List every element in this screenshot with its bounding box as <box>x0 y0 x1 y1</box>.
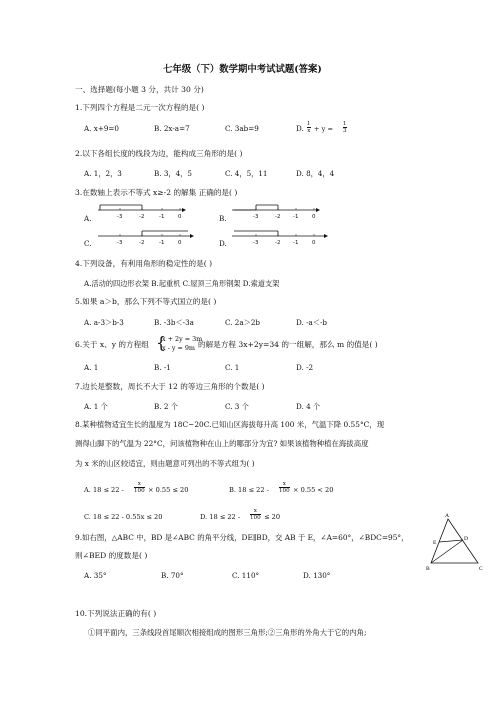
tick-label: -1 <box>293 240 299 246</box>
question-9-line-2: 则∠BED 的度数是( ) <box>75 551 148 560</box>
fraction-denominator: 100 <box>250 515 261 521</box>
q1-option-a: A. x+9=0 <box>84 124 120 133</box>
q8-option-a-post: × 0.55 ≤ 20 <box>148 486 189 494</box>
tick-label: -1 <box>293 214 299 220</box>
tick-label: 0 <box>178 214 182 220</box>
q3-number-line-c <box>96 227 196 247</box>
q8-option-b-pre: B. 18 ≤ 22 - <box>229 486 269 494</box>
tick-label: -1 <box>159 214 165 220</box>
q8-option-b-fraction <box>279 481 290 494</box>
q1-option-d-fraction <box>307 121 311 134</box>
q2-option-a: A. 1，2，3 <box>84 169 122 178</box>
fraction-denominator: 3 <box>343 128 347 134</box>
q6-option-c: C. 1 <box>225 363 240 372</box>
q6-option-d: D. -2 <box>296 363 314 372</box>
q8-option-c: C. 18 ≤ 22 - 0.55x ≤ 20 <box>84 513 163 521</box>
question-6-stem-pre: 6.关于 x、y 的方程组 <box>75 340 149 349</box>
fraction-numerator: x <box>253 508 257 514</box>
question-1-stem: 1.下列四个方程是二元一次方程的是( ) <box>75 103 205 112</box>
page-title: 七年级（下）数学期中考试试题(答案) <box>163 64 322 75</box>
q2-option-b: B. 3，4，5 <box>154 169 192 178</box>
question-8-line-1: 8.某种植物适宜生长的温度为 18C~20C.已知山区海拔每升高 100 米，气温下降 0.55°C，现 <box>75 420 385 429</box>
tick-label: 0 <box>178 240 182 246</box>
q8-option-a-fraction <box>134 481 145 494</box>
tick-label: -2 <box>275 214 281 220</box>
q8-option-d-fraction <box>250 508 261 521</box>
q9-option-b: B. 70° <box>161 571 184 580</box>
q8-option-a-pre: A. 18 ≤ 22 - <box>84 486 124 494</box>
question-6-stem-post: 的解是方程 3x+2y=34 的一组解，那么 m 的值是( ) <box>198 340 378 349</box>
q3-option-a-label: A. <box>84 214 92 223</box>
q3-option-b-label: B. <box>219 214 227 223</box>
fraction-numerator: 1 <box>307 121 311 127</box>
tick-label: -3 <box>253 240 259 246</box>
q8-option-d-post: ≤ 20 <box>264 513 281 521</box>
fraction-denominator: 100 <box>279 488 290 494</box>
vertex-label-a: A <box>445 513 450 519</box>
question-4-stem: 4.下列设备，有利用角形的稳定性的是( ) <box>75 259 213 268</box>
vertex-label-b: B <box>426 566 430 572</box>
q3-option-d-label: D. <box>219 239 227 248</box>
q5-option-b: B. -3b＜-3a <box>154 318 194 327</box>
fraction-denominator: 100 <box>134 488 145 494</box>
q5-option-c: C. 2a＞2b <box>225 318 261 327</box>
question-10-line-1: ①同平面内，三条线段首尾顺次相接组成的图形三角形;②三角形的外角大于它的内角; <box>88 628 367 637</box>
q6-option-b: B. -1 <box>154 363 171 372</box>
question-9-line-1: 9.如右图，△ABC 中，BD 是∠ABC 的角平分线，DE∥BD，交 AB 于 E，∠A=60°，∠BDC=95°， <box>75 533 409 542</box>
q6-equation-2: x - y = 9m <box>162 344 195 352</box>
system-brace: { <box>156 333 167 352</box>
q8-option-b-post: × 0.55 < 20 <box>293 486 334 494</box>
question-8-line-3: 为 x 米的山区较适宜，则由题意可列出的不等式组为( ) <box>75 459 255 468</box>
fraction-numerator: x <box>137 481 141 487</box>
section-heading: 一、选择题(每小题 3 分，共计 30 分) <box>75 85 204 94</box>
vertex-label-c: C <box>479 566 483 572</box>
triangle-figure <box>424 510 490 572</box>
question-2-stem: 2.以下各组长度的线段为边，能构成三角形的是( ) <box>75 149 243 158</box>
q6-option-a: A. 1 <box>84 363 99 372</box>
vertex-label-d: D <box>464 536 469 542</box>
q1-option-d-mid: + y = <box>314 125 333 133</box>
tick-label: -3 <box>117 214 123 220</box>
question-7-stem: 7.边长是整数，周长不大于 12 的等边三角形的个数是( ) <box>75 382 265 391</box>
q9-option-d: D. 130° <box>303 571 331 580</box>
question-10-stem: 10.下列说法正确的有( ) <box>75 609 157 618</box>
q1-option-b: B. 2x-a=7 <box>154 124 190 133</box>
q2-option-c: C. 4，5，11 <box>225 169 268 178</box>
q9-option-a: A. 35° <box>84 571 107 580</box>
q3-number-line-b <box>230 201 320 221</box>
fraction-numerator: 1 <box>343 121 347 127</box>
q7-option-b: B. 2 个 <box>154 402 178 411</box>
q1-option-d-prefix: D. <box>296 124 304 133</box>
q1-option-c: C. 3ab=9 <box>225 124 259 133</box>
q2-option-d: D. 8，4，4 <box>296 169 335 178</box>
fraction-numerator: x <box>282 481 286 487</box>
tick-label: -2 <box>275 240 281 246</box>
tick-label: -2 <box>139 240 145 246</box>
tick-label: -2 <box>139 214 145 220</box>
q6-equation-1: x + 2y = 3m <box>162 335 203 343</box>
tick-label: 0 <box>312 214 316 220</box>
q5-option-d: D. -a＜-b <box>296 318 328 327</box>
q7-option-a: A. 1 个 <box>84 402 108 411</box>
q7-option-d: D. 4 个 <box>296 402 321 411</box>
tick-label: -1 <box>159 240 165 246</box>
question-8-line-2: 测得山脚下的气温为 22°C，问该植物种在山上的哪部分为宜? 如果该植物种植在海拔高度 <box>75 439 369 448</box>
fraction-denominator: x <box>307 128 311 134</box>
tick-label: -3 <box>253 214 259 220</box>
tick-label: -3 <box>117 240 123 246</box>
question-3-stem: 3.在数轴上表示不等式 x≥-2 的解集 正确的是( ) <box>75 188 238 197</box>
vertex-label-e: E <box>433 540 437 546</box>
q7-option-c: C. 3 个 <box>225 402 249 411</box>
tick-label: 0 <box>312 240 316 246</box>
q3-number-line-a <box>96 201 186 221</box>
question-5-stem: 5.如果 a＞b，那么下列不等式国立的是( ) <box>75 297 217 306</box>
q4-options: A.活动的四边形衣架 B.起重机 C.屋顶三角形钢架 D.索道支架 <box>84 279 280 288</box>
q3-option-c-label: C. <box>84 239 92 248</box>
q8-option-d-pre: D. 18 ≤ 22 - <box>200 513 241 521</box>
q9-option-c: C. 110° <box>232 571 260 580</box>
q3-number-line-d <box>230 227 330 247</box>
q1-option-d-fraction-right <box>343 121 347 134</box>
q5-option-a: A. a-3＞b-3 <box>84 318 124 327</box>
